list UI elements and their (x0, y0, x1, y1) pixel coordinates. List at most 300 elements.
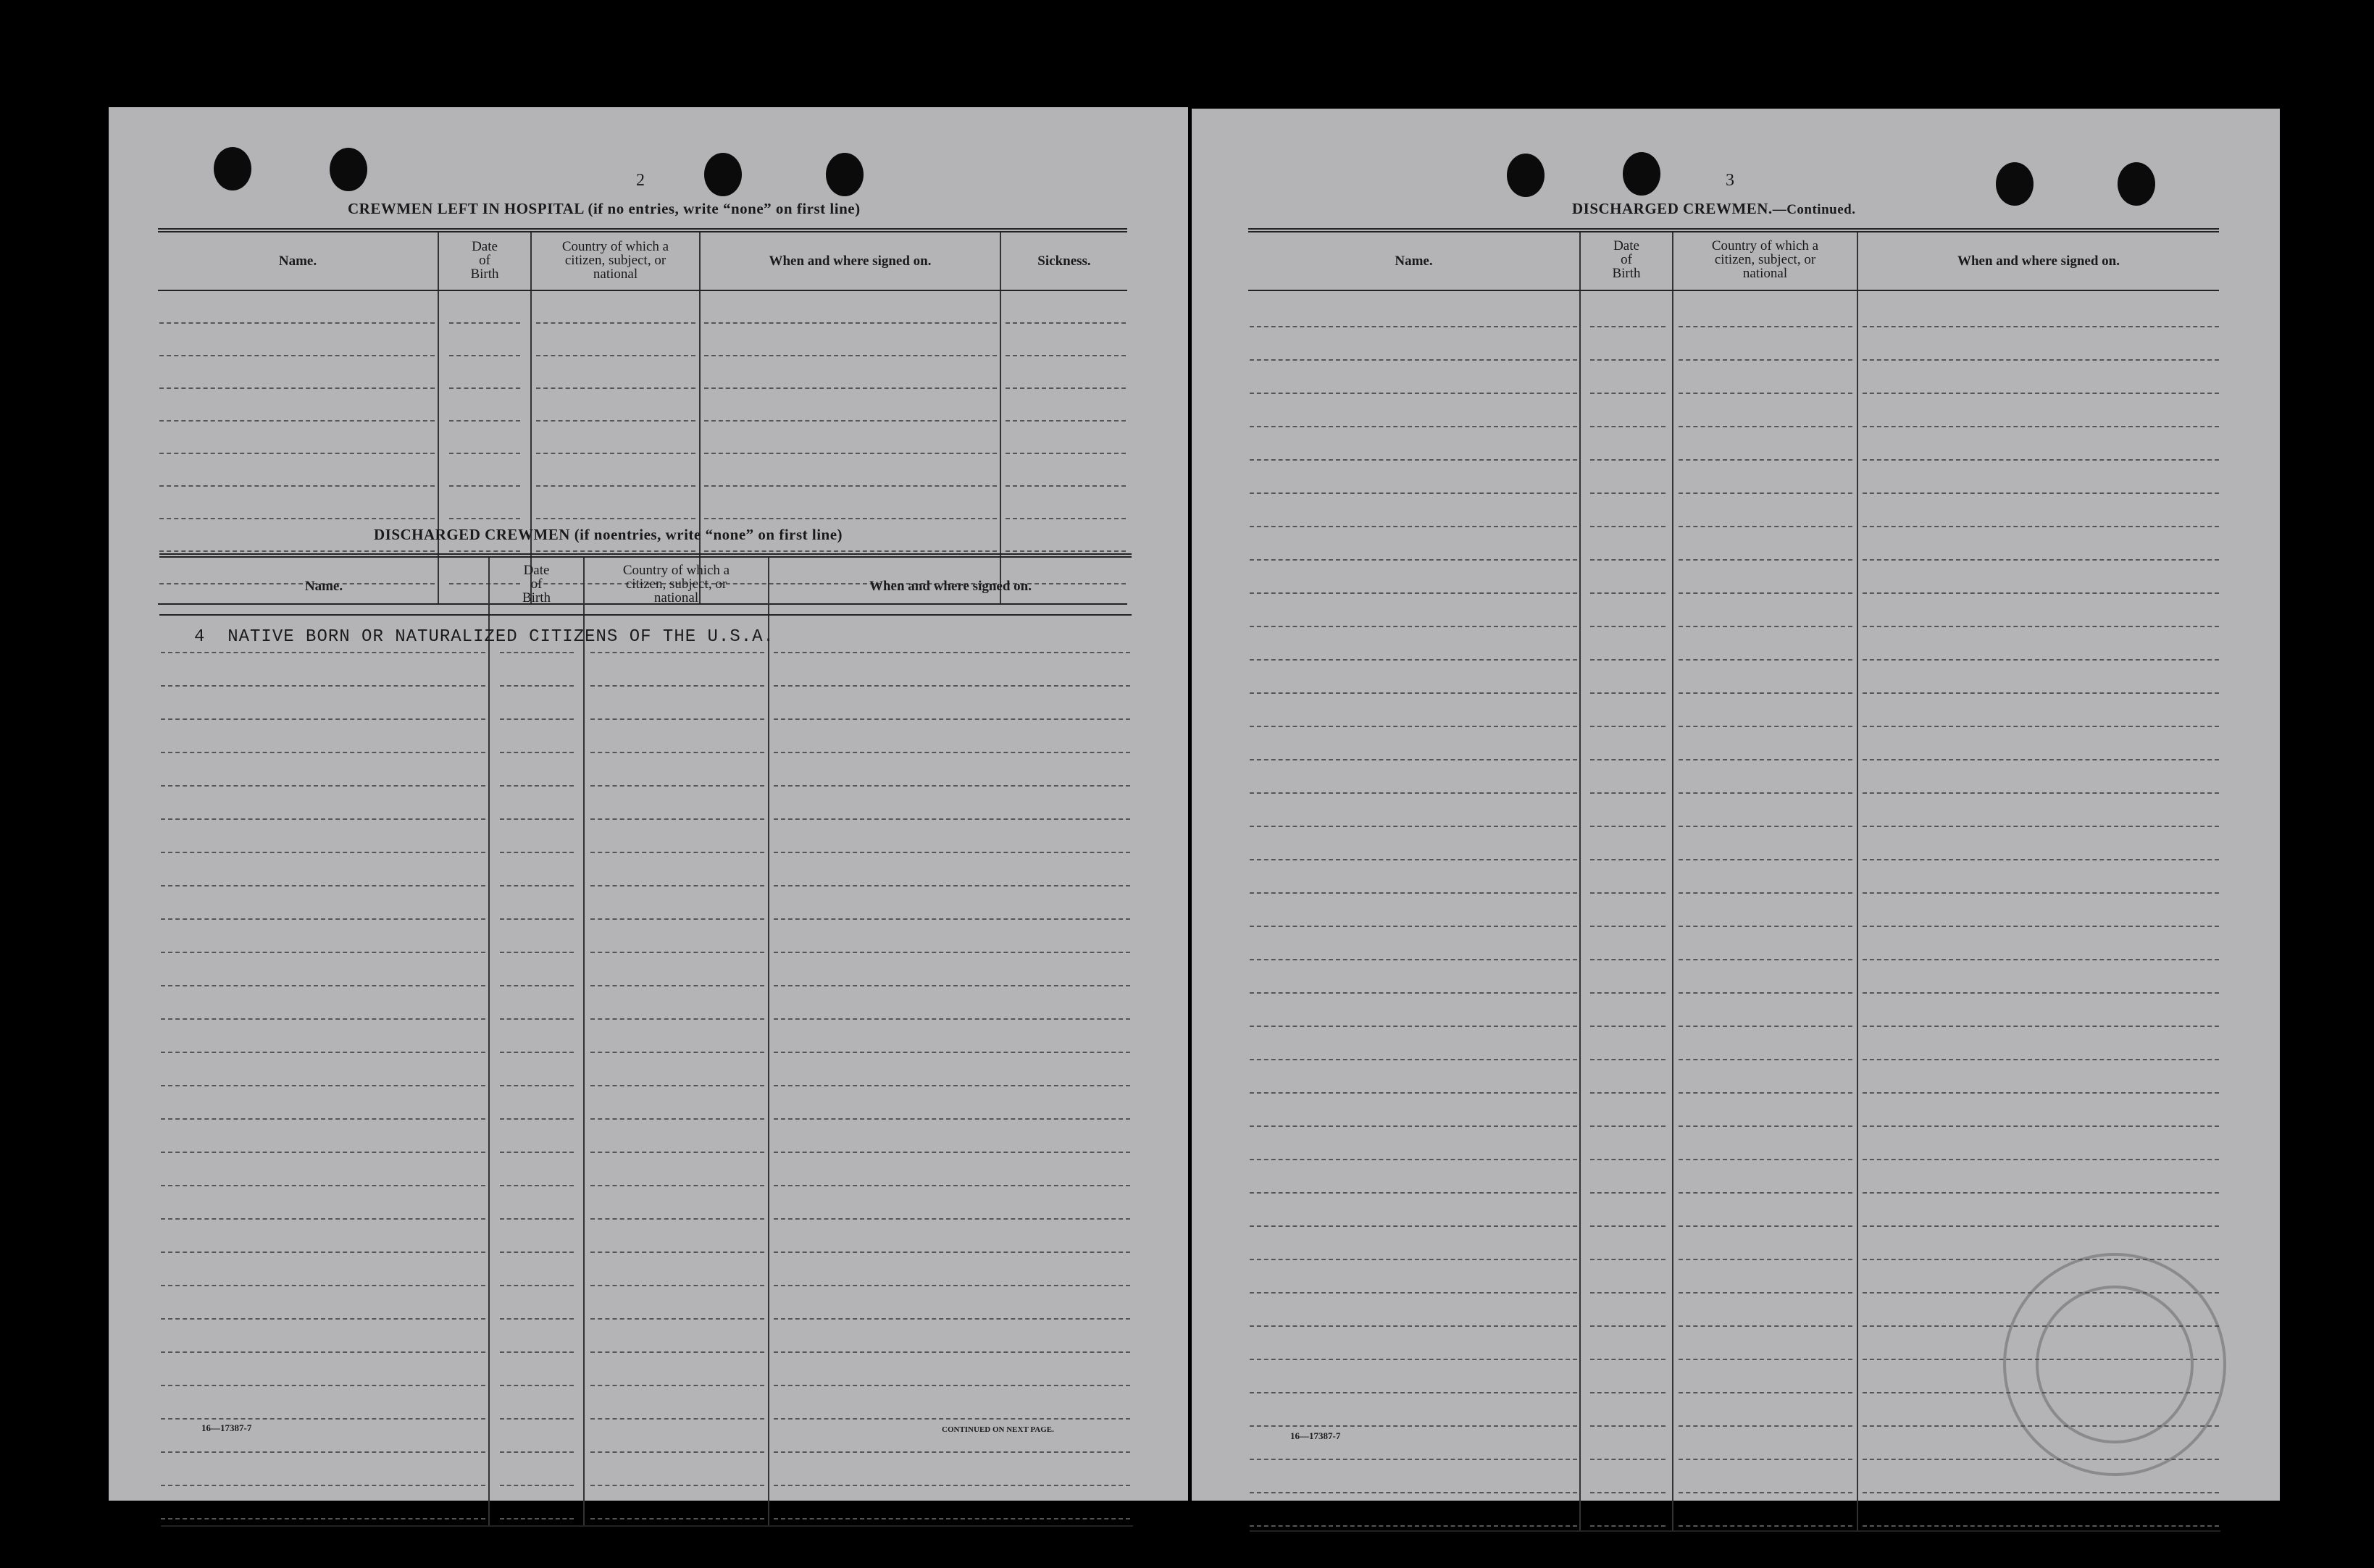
ruled-line (161, 1018, 485, 1020)
ruled-line (1250, 393, 1577, 394)
ruled-line (774, 1318, 1130, 1320)
ruled-line (1679, 1492, 1852, 1493)
ruled-line (1679, 759, 1852, 760)
ruled-line (1250, 1159, 1577, 1160)
ruled-line (774, 1385, 1130, 1386)
ruled-line (536, 453, 695, 454)
ruled-line (1590, 459, 1665, 461)
ruled-line (590, 885, 764, 886)
ruled-line (590, 918, 764, 920)
ruled-line (1679, 1359, 1852, 1360)
ruled-line (1863, 892, 2219, 894)
ruled-line (449, 420, 520, 422)
ruled-line (1679, 1292, 1852, 1294)
ruled-line (1590, 526, 1665, 527)
ruled-line (449, 322, 520, 324)
ruled-line (1250, 559, 1577, 561)
ruled-line (1863, 659, 2219, 661)
postmark-stamp-inner (2036, 1286, 2194, 1443)
ruled-line (1250, 1259, 1577, 1260)
ruled-line (1679, 1192, 1852, 1194)
ruled-line (161, 1451, 485, 1453)
ruled-line (1250, 892, 1577, 894)
ruled-line (1590, 792, 1665, 794)
ruled-line (500, 785, 574, 787)
table-top-rule (1248, 228, 2219, 232)
ruled-line (774, 1418, 1130, 1420)
column-divider (583, 558, 585, 1527)
ruled-line (500, 1185, 574, 1186)
ruled-line (1590, 659, 1665, 661)
ruled-line (1006, 518, 1126, 519)
column-divider (488, 558, 490, 1527)
ruled-line (774, 1252, 1130, 1253)
ruled-line (536, 518, 695, 519)
ruled-line (500, 1152, 574, 1153)
ruled-line (590, 1318, 764, 1320)
ruled-line (161, 818, 485, 820)
ruled-line (1679, 1026, 1852, 1027)
ruled-line (1590, 1459, 1665, 1460)
ruled-line (774, 885, 1130, 886)
ruled-line (1250, 326, 1577, 327)
ruled-line (159, 355, 435, 356)
ruled-line (159, 453, 435, 454)
column-header-signed-on: When and where signed on. (769, 253, 932, 269)
ruled-line (500, 1052, 574, 1053)
ruled-line (704, 518, 997, 519)
continued-note: CONTINUED ON NEXT PAGE. (942, 1425, 1054, 1434)
ruled-line (159, 420, 435, 422)
ruled-line (1590, 559, 1665, 561)
ruled-line (1679, 426, 1852, 427)
ruled-line (1590, 1159, 1665, 1160)
column-header-signed-on: When and where signed on. (1957, 253, 2120, 269)
ruled-line (1590, 1259, 1665, 1260)
ruled-line (1590, 1059, 1665, 1060)
ruled-line (774, 985, 1130, 986)
ruled-line (774, 1518, 1130, 1519)
ruled-line (161, 752, 485, 753)
ruled-line (1679, 626, 1852, 627)
ruled-line (1863, 359, 2219, 361)
ruled-line (590, 1052, 764, 1053)
ruled-line (500, 1385, 574, 1386)
ruled-line (161, 685, 485, 687)
ruled-line (500, 1285, 574, 1286)
form-number: 16—17387-7 (201, 1422, 252, 1433)
ruled-line (1250, 426, 1577, 427)
ruled-line (1679, 526, 1852, 527)
ruled-line (1679, 1059, 1852, 1060)
column-divider (699, 232, 701, 603)
ruled-line (1863, 1026, 2219, 1027)
ruled-line (774, 918, 1130, 920)
ruled-line (1863, 492, 2219, 494)
ruled-line (1006, 420, 1126, 422)
ruled-line (1679, 1425, 1852, 1427)
ruled-line (449, 485, 520, 487)
ruled-line (1006, 387, 1126, 389)
ruled-line (161, 1518, 485, 1519)
page-number: 3 (1726, 171, 1734, 190)
ruled-line (590, 1451, 764, 1453)
ruled-line (1679, 1092, 1852, 1094)
ruled-line (449, 387, 520, 389)
ruled-line (1590, 692, 1665, 694)
column-header-name: Name. (1395, 253, 1433, 269)
column-divider (1857, 232, 1858, 1532)
column-header-date-of-birth: Date of Birth (522, 563, 551, 605)
entry-count: 4 (194, 627, 206, 647)
ruled-line (1590, 1125, 1665, 1127)
ruled-line (1590, 1292, 1665, 1294)
ruled-line (161, 1185, 485, 1186)
ruled-line (1679, 359, 1852, 361)
ruled-line (704, 387, 997, 389)
ruled-line (1250, 992, 1577, 994)
ruled-line (590, 1252, 764, 1253)
ruled-line (1590, 626, 1665, 627)
ruled-line (161, 1252, 485, 1253)
punch-hole (2118, 162, 2155, 206)
punch-hole (1996, 162, 2034, 206)
ruled-line (1863, 426, 2219, 427)
ruled-line (1590, 826, 1665, 827)
ruled-line (1590, 892, 1665, 894)
ruled-line (1863, 726, 2219, 727)
ruled-line (536, 355, 695, 356)
ruled-line (1863, 1225, 2219, 1227)
ruled-line (161, 1085, 485, 1086)
ruled-line (1250, 1026, 1577, 1027)
ruled-line (449, 453, 520, 454)
column-divider (530, 232, 532, 603)
header-bottom-rule (159, 614, 1132, 616)
ruled-line (1590, 1359, 1665, 1360)
column-header-date-of-birth: Date of Birth (470, 239, 499, 282)
table-bottom-rule (161, 1525, 1133, 1527)
hospital-subtitle: (if no entries, write “none” on first line) (588, 200, 861, 217)
ruled-line (1590, 592, 1665, 594)
ruled-line (1679, 1259, 1852, 1260)
ruled-line (704, 322, 997, 324)
ruled-line (1250, 1325, 1577, 1327)
ruled-line (500, 752, 574, 753)
column-divider (1672, 232, 1673, 1532)
ruled-line (1250, 692, 1577, 694)
ruled-line (159, 485, 435, 487)
ruled-line (500, 652, 574, 653)
ruled-line (1679, 826, 1852, 827)
ruled-line (1863, 992, 2219, 994)
entry-text: NATIVE BORN OR NATURALIZED CITIZENS OF THE U.S.A. (227, 627, 774, 647)
ruled-line (704, 453, 997, 454)
ruled-line (1250, 592, 1577, 594)
ruled-line (500, 852, 574, 853)
ruled-line (1590, 992, 1665, 994)
ruled-line (590, 1485, 764, 1486)
ruled-line (1863, 1259, 2219, 1260)
ruled-line (500, 1351, 574, 1353)
ruled-line (1679, 1125, 1852, 1127)
ruled-line (1250, 1492, 1577, 1493)
ruled-line (161, 785, 485, 787)
ruled-line (1863, 1492, 2219, 1493)
ruled-line (500, 1518, 574, 1519)
ruled-line (1863, 859, 2219, 860)
ruled-line (500, 918, 574, 920)
ruled-line (590, 1118, 764, 1120)
ruled-line (1250, 926, 1577, 927)
ruled-line (590, 685, 764, 687)
ruled-line (1863, 559, 2219, 561)
ruled-line (590, 718, 764, 720)
ruled-line (536, 550, 695, 552)
ruled-line (1679, 859, 1852, 860)
punch-hole (1623, 152, 1660, 196)
ruled-line (500, 1018, 574, 1020)
ruled-line (1250, 826, 1577, 827)
ruled-line (1250, 1292, 1577, 1294)
ruled-line (774, 1351, 1130, 1353)
ruled-line (774, 718, 1130, 720)
ruled-line (1863, 759, 2219, 760)
ruled-line (590, 785, 764, 787)
ruled-line (159, 518, 435, 519)
ruled-line (449, 355, 520, 356)
ruled-line (1250, 359, 1577, 361)
ruled-line (1250, 1525, 1577, 1527)
ruled-line (1250, 859, 1577, 860)
ruled-line (774, 1451, 1130, 1453)
ruled-line (590, 952, 764, 953)
table-top-rule (159, 553, 1132, 558)
ruled-line (161, 918, 485, 920)
ruled-line (1863, 1192, 2219, 1194)
ruled-line (1250, 959, 1577, 960)
ruled-line (590, 985, 764, 986)
ruled-line (1250, 759, 1577, 760)
ruled-line (774, 1218, 1130, 1220)
ruled-line (1679, 792, 1852, 794)
ruled-line (590, 1351, 764, 1353)
ruled-line (1590, 1492, 1665, 1493)
ruled-line (1250, 526, 1577, 527)
ruled-line (1590, 1392, 1665, 1393)
ruled-line (1250, 1192, 1577, 1194)
ruled-line (774, 1152, 1130, 1153)
punch-hole (330, 148, 367, 191)
ruled-line (774, 752, 1130, 753)
ruled-line (159, 387, 435, 389)
hospital-title: CREWMEN LEFT IN HOSPITAL (348, 200, 584, 217)
column-header-name: Name. (304, 579, 343, 594)
ruled-line (1590, 326, 1665, 327)
discharged-section-title (374, 526, 843, 544)
ruled-line (1679, 692, 1852, 694)
ruled-line (704, 355, 997, 356)
ruled-line (704, 420, 997, 422)
ruled-line (161, 652, 485, 653)
column-header-country: Country of which a citizen, subject, or national (561, 239, 669, 282)
punch-hole (704, 153, 742, 196)
ruled-line (1679, 1159, 1852, 1160)
ruled-line (774, 1285, 1130, 1286)
ruled-line (161, 952, 485, 953)
page-number: 2 (636, 171, 645, 190)
ruled-line (1590, 1026, 1665, 1027)
ruled-line (1863, 1092, 2219, 1094)
ruled-line (1006, 550, 1126, 552)
ruled-line (590, 1152, 764, 1153)
column-header-date-of-birth: Date of Birth (1612, 238, 1641, 281)
ruled-line (1863, 626, 2219, 627)
column-divider (1000, 232, 1001, 603)
ruled-line (1250, 1425, 1577, 1427)
ruled-line (449, 550, 520, 552)
ruled-line (590, 1018, 764, 1020)
ruled-line (536, 322, 695, 324)
ruled-line (161, 1485, 485, 1486)
ruled-line (1679, 1225, 1852, 1227)
ruled-line (500, 818, 574, 820)
header-bottom-rule (158, 290, 1127, 291)
ruled-line (1863, 1159, 2219, 1160)
ruled-line (774, 1085, 1130, 1086)
right-page (1192, 109, 2280, 1501)
hospital-section-title (348, 200, 861, 218)
ruled-line (1863, 692, 2219, 694)
ruled-line (161, 1152, 485, 1153)
ruled-line (1679, 1459, 1852, 1460)
ruled-line (1679, 926, 1852, 927)
ruled-line (1679, 459, 1852, 461)
ruled-line (704, 485, 997, 487)
ruled-line (1250, 459, 1577, 461)
ruled-line (500, 885, 574, 886)
ruled-line (774, 1052, 1130, 1053)
ruled-line (536, 485, 695, 487)
column-header-signed-on: When and where signed on. (869, 579, 1032, 594)
ruled-line (1679, 726, 1852, 727)
ruled-line (161, 1318, 485, 1320)
ruled-line (1679, 992, 1852, 994)
ruled-line (161, 1385, 485, 1386)
ruled-line (774, 1185, 1130, 1186)
title-suffix: —Continued. (1772, 202, 1856, 217)
column-header-sickness: Sickness. (1037, 253, 1091, 269)
ruled-line (500, 985, 574, 986)
ruled-line (1590, 926, 1665, 927)
ruled-line (161, 1218, 485, 1220)
ruled-line (590, 1285, 764, 1286)
ruled-line (500, 1485, 574, 1486)
ruled-line (500, 1451, 574, 1453)
ruled-line (590, 1085, 764, 1086)
discharged-subtitle: (if noentries, write “none” on first line) (574, 526, 843, 543)
ruled-line (1679, 393, 1852, 394)
ruled-line (500, 952, 574, 953)
form-number: 16—17387-7 (1290, 1430, 1341, 1441)
ruled-line (1590, 1225, 1665, 1227)
ruled-line (159, 550, 435, 552)
header-bottom-rule (1248, 290, 2219, 291)
ruled-line (1863, 592, 2219, 594)
ruled-line (590, 1518, 764, 1519)
ruled-line (1250, 1392, 1577, 1393)
column-header-country: Country of which a citizen, subject, or national (622, 563, 730, 605)
ruled-line (1590, 359, 1665, 361)
ruled-line (1679, 326, 1852, 327)
punch-hole (826, 153, 864, 196)
ruled-line (774, 952, 1130, 953)
ruled-line (449, 518, 520, 519)
ruled-line (1006, 453, 1126, 454)
ruled-line (1679, 659, 1852, 661)
ruled-line (1250, 792, 1577, 794)
ruled-line (1863, 1125, 2219, 1127)
ruled-line (500, 1085, 574, 1086)
ruled-line (161, 985, 485, 986)
ruled-line (1590, 1425, 1665, 1427)
table-top-rule (158, 228, 1127, 232)
ruled-line (161, 852, 485, 853)
ruled-line (774, 685, 1130, 687)
ruled-line (1863, 326, 2219, 327)
ruled-line (1250, 1092, 1577, 1094)
ruled-line (590, 1185, 764, 1186)
ruled-line (590, 1218, 764, 1220)
ruled-line (1006, 322, 1126, 324)
ruled-line (1006, 355, 1126, 356)
ruled-line (161, 1351, 485, 1353)
ruled-line (774, 852, 1130, 853)
ruled-line (1250, 626, 1577, 627)
ruled-line (774, 1485, 1130, 1486)
ruled-line (1250, 492, 1577, 494)
ruled-line (1679, 959, 1852, 960)
ruled-line (500, 1118, 574, 1120)
ruled-line (536, 420, 695, 422)
ruled-line (1863, 393, 2219, 394)
ruled-line (161, 885, 485, 886)
ruled-line (1590, 726, 1665, 727)
ruled-line (161, 718, 485, 720)
ruled-line (1679, 1525, 1852, 1527)
column-divider (768, 558, 769, 1527)
ruled-line (1250, 1059, 1577, 1060)
ruled-line (1863, 926, 2219, 927)
ruled-line (1590, 1092, 1665, 1094)
ruled-line (1863, 959, 2219, 960)
ruled-line (1590, 492, 1665, 494)
ruled-line (1250, 726, 1577, 727)
ruled-line (161, 1052, 485, 1053)
ruled-line (1250, 1459, 1577, 1460)
ruled-line (1679, 892, 1852, 894)
ruled-line (1250, 1225, 1577, 1227)
ruled-line (1590, 426, 1665, 427)
column-header-name: Name. (278, 253, 317, 269)
ruled-line (1590, 759, 1665, 760)
ruled-line (161, 1285, 485, 1286)
ruled-line (1863, 459, 2219, 461)
ruled-line (500, 1418, 574, 1420)
punch-hole (1507, 154, 1545, 197)
ruled-line (1863, 526, 2219, 527)
ruled-line (1590, 1325, 1665, 1327)
